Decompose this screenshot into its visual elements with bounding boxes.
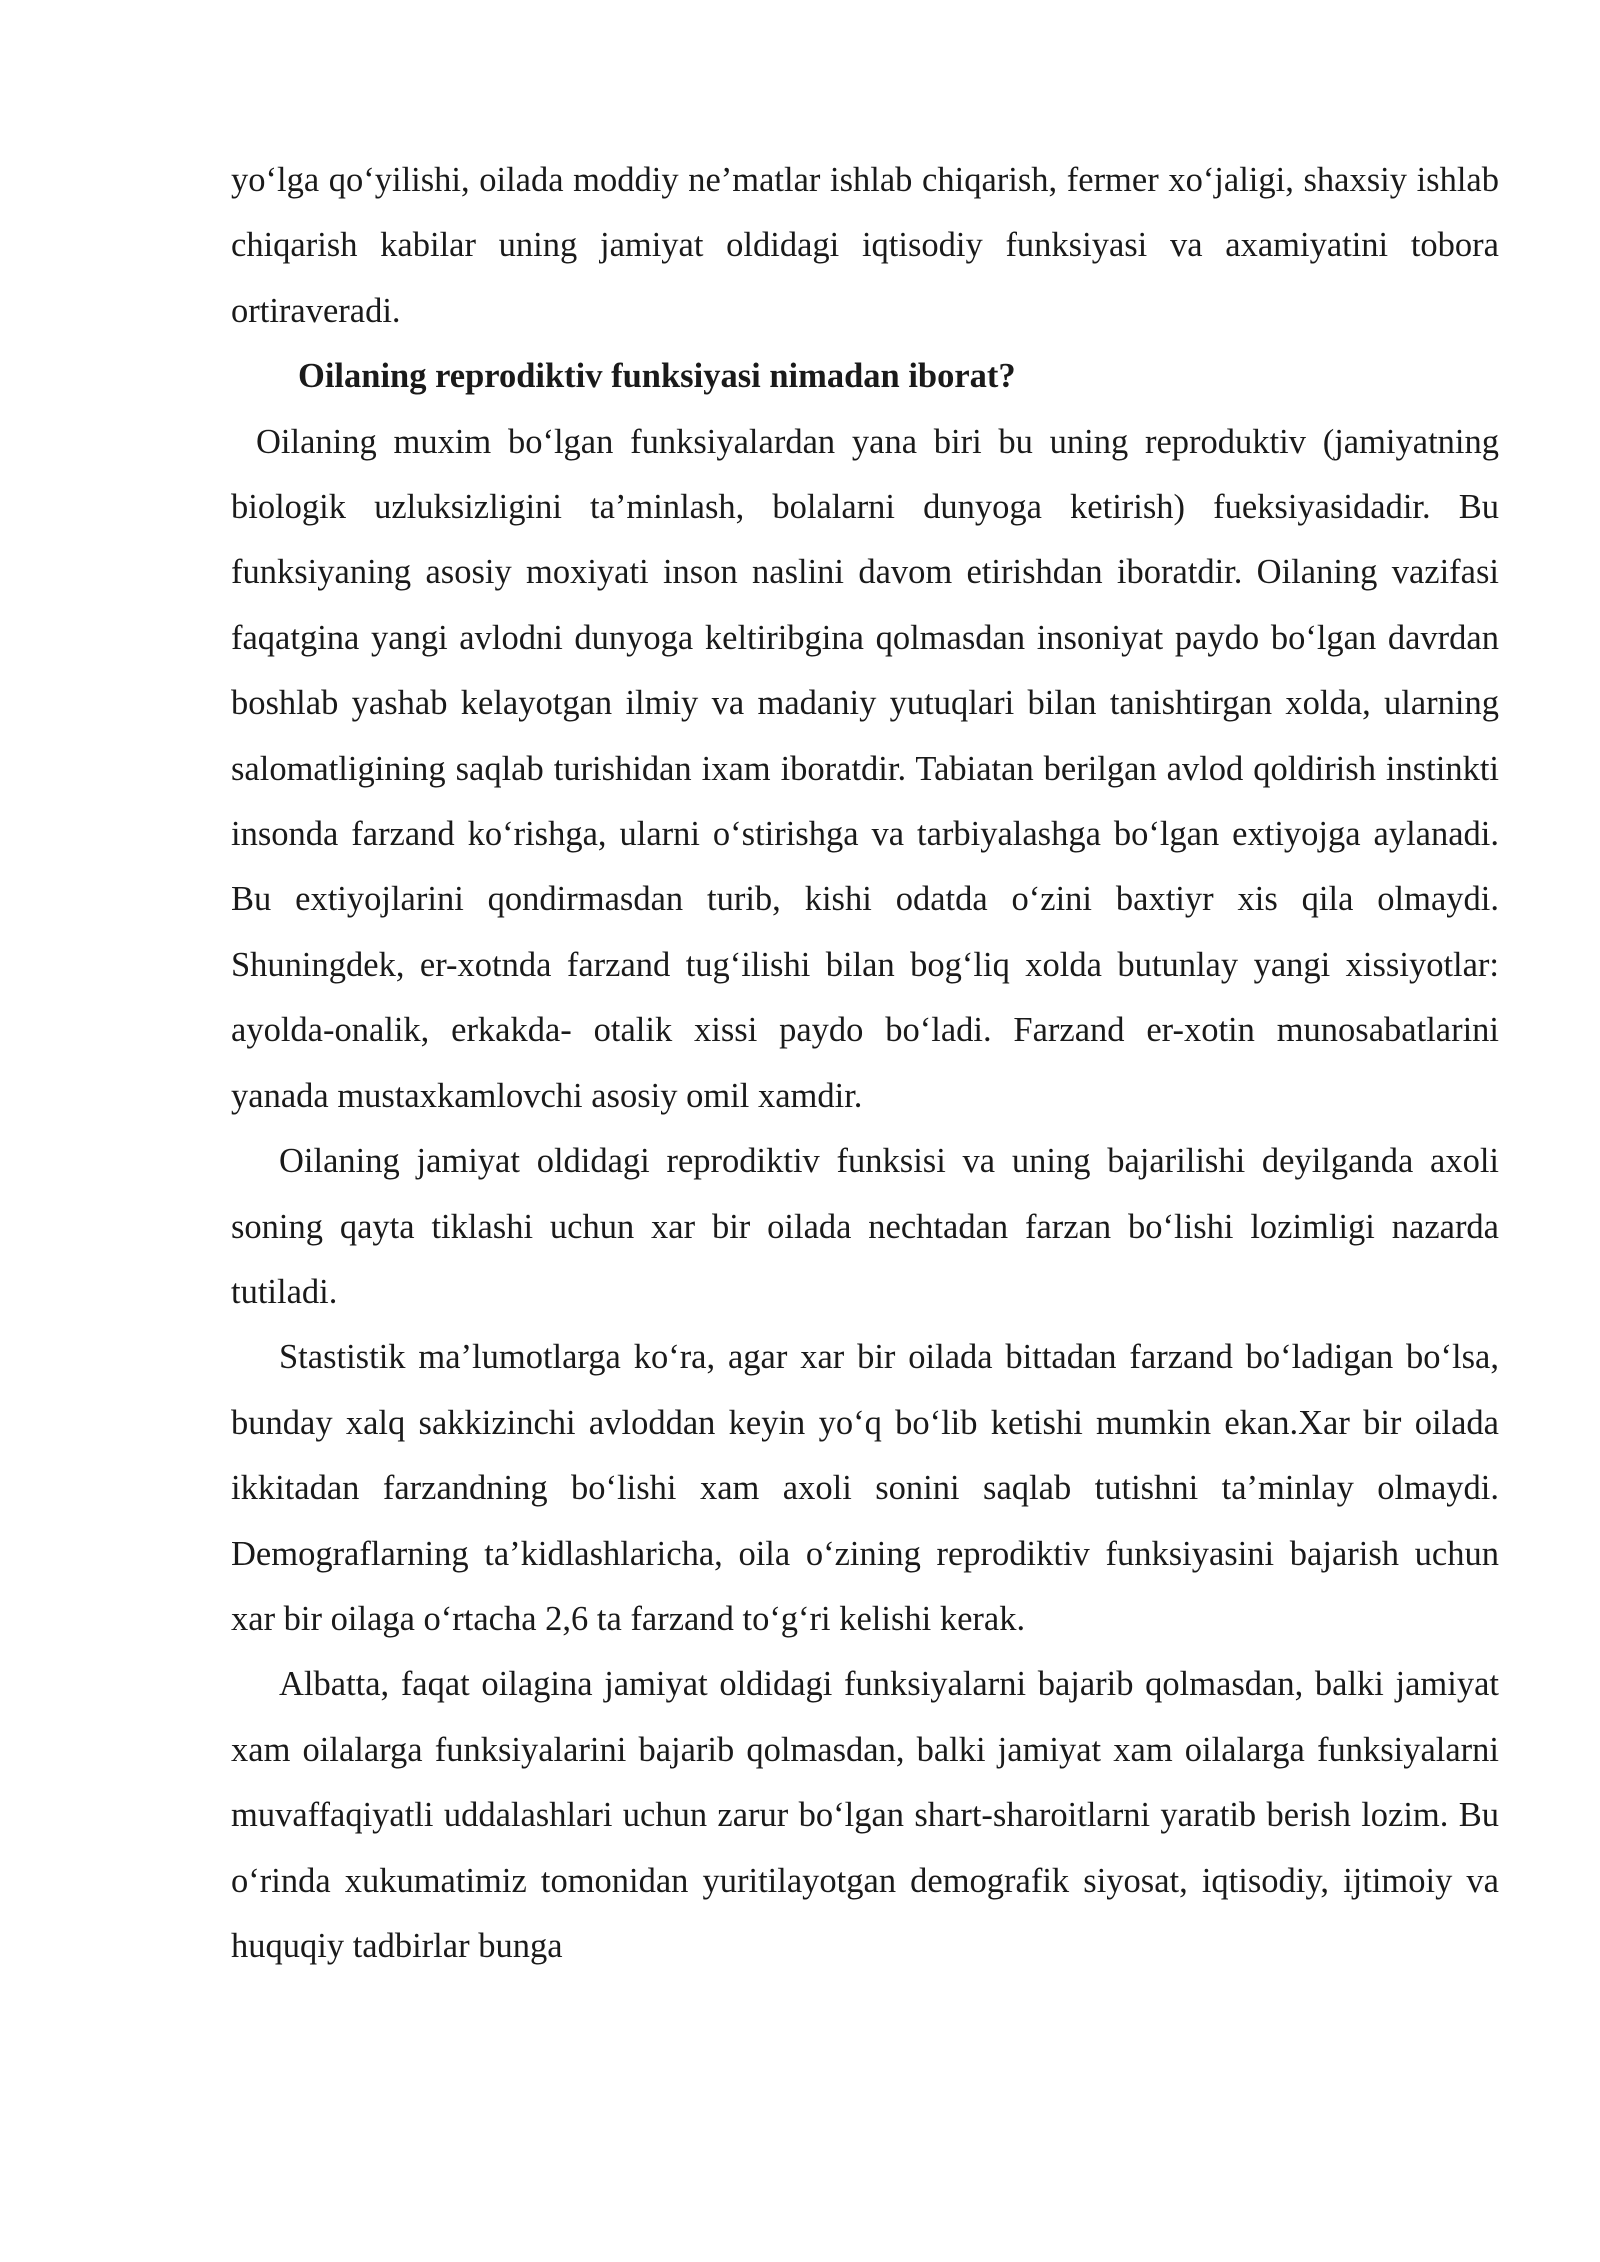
paragraph-reproductive-society: Oilaning jamiyat oldidagi reprodiktiv funksisi va uning bajarilishi deyilganda axoli soning qayta tiklashi uchun xar bir oilada nechtadan farzan bo‘lishi lozimligi nazarda tutiladi. bbox=[231, 1142, 1499, 1311]
paragraph-statistics: Stastistik ma’lumotlarga ko‘ra, agar xar bir oilada bittadan farzand bo‘ladigan bo‘lsa, bunday xalq sakkizinchi avloddan keyin yo‘q bo‘lib ketishi mumkin ekan.Xar bir oilada ikkitadan farzandning bo‘lishi xam axoli sonini saqlab tutishni ta’minlay olmaydi. Demograflarning ta’kidlashlaricha, oila o‘zining reprodiktiv funksiyasini bajarish uchun xar bir oilaga o‘rtacha 2,6 ta farzand to‘g‘ri kelishi kerak. bbox=[231, 1338, 1499, 1638]
paragraph-economic-function: yo‘lga qo‘yilishi, oilada moddiy ne’matlar ishlab chiqarish, fermer xo‘jaligi, shaxsiy ishlab chiqarish kabilar uning jamiyat oldidagi iqtisodiy funksiyasi va axamiyatini tobora ortiraveradi. bbox=[231, 161, 1499, 330]
paragraph-state-support: Albatta, faqat oilagina jamiyat oldidagi funksiyalarni bajarib qolmasdan, balki jamiyat xam oilalarga funksiyalarini bajarib qolmasdan, balki jamiyat xam oilalarga funksiyalarni muvaffaqiyatli uddalashlari uchun zarur bo‘lgan shart-sharoitlarni yaratib berish lozim. Bu o‘rinda xukumatimiz tomonidan yuritilayotgan demografik siyosat, iqtisodiy, ijtimoiy va huquqiy tadbirlar bunga bbox=[231, 1665, 1499, 1965]
document-body bbox=[231, 148, 1499, 1979]
paragraph-reproductive-function: Oilaning muxim bo‘lgan funksiyalardan yana biri bu uning reproduktiv (jamiyatning biologik uzluksizligini ta’minlash, bolalarni dunyoga ketirish) fueksiyasidadir. Bu funksiyaning asosiy moxiyati inson naslini davom etirishdan iboratdir. Oilaning vazifasi faqatgina yangi avlodni dunyoga keltiribgina qolmasdan insoniyat paydo bo‘lgan davrdan boshlab yashab kelayotgan ilmiy va madaniy yutuqlari bilan tanishtirgan xolda, ularning salomatligining saqlab turishidan ixam iboratdir. Tabiatan berilgan avlod qoldirish instinkti insonda farzand ko‘rishga, ularni o‘stirishga va tarbiyalashga bo‘lgan extiyojga aylanadi. Bu extiyojlarini qondirmasdan turib, kishi odatda o‘zini baxtiyr xis qila olmaydi. Shuningdek, er-xotnda farzand tug‘ilishi bilan bog‘liq xolda butunlay yangi xissiyotlar: ayolda-onalik, erkakda- otalik xissi paydo bo‘ladi. Farzand er-xotin munosabatlarini yanada mustaxkamlovchi asosiy omil xamdir. bbox=[231, 422, 1499, 1115]
section-heading-reproductive-function: Oilaning reprodiktiv funksiyasi nimadan iborat? bbox=[298, 357, 1016, 396]
